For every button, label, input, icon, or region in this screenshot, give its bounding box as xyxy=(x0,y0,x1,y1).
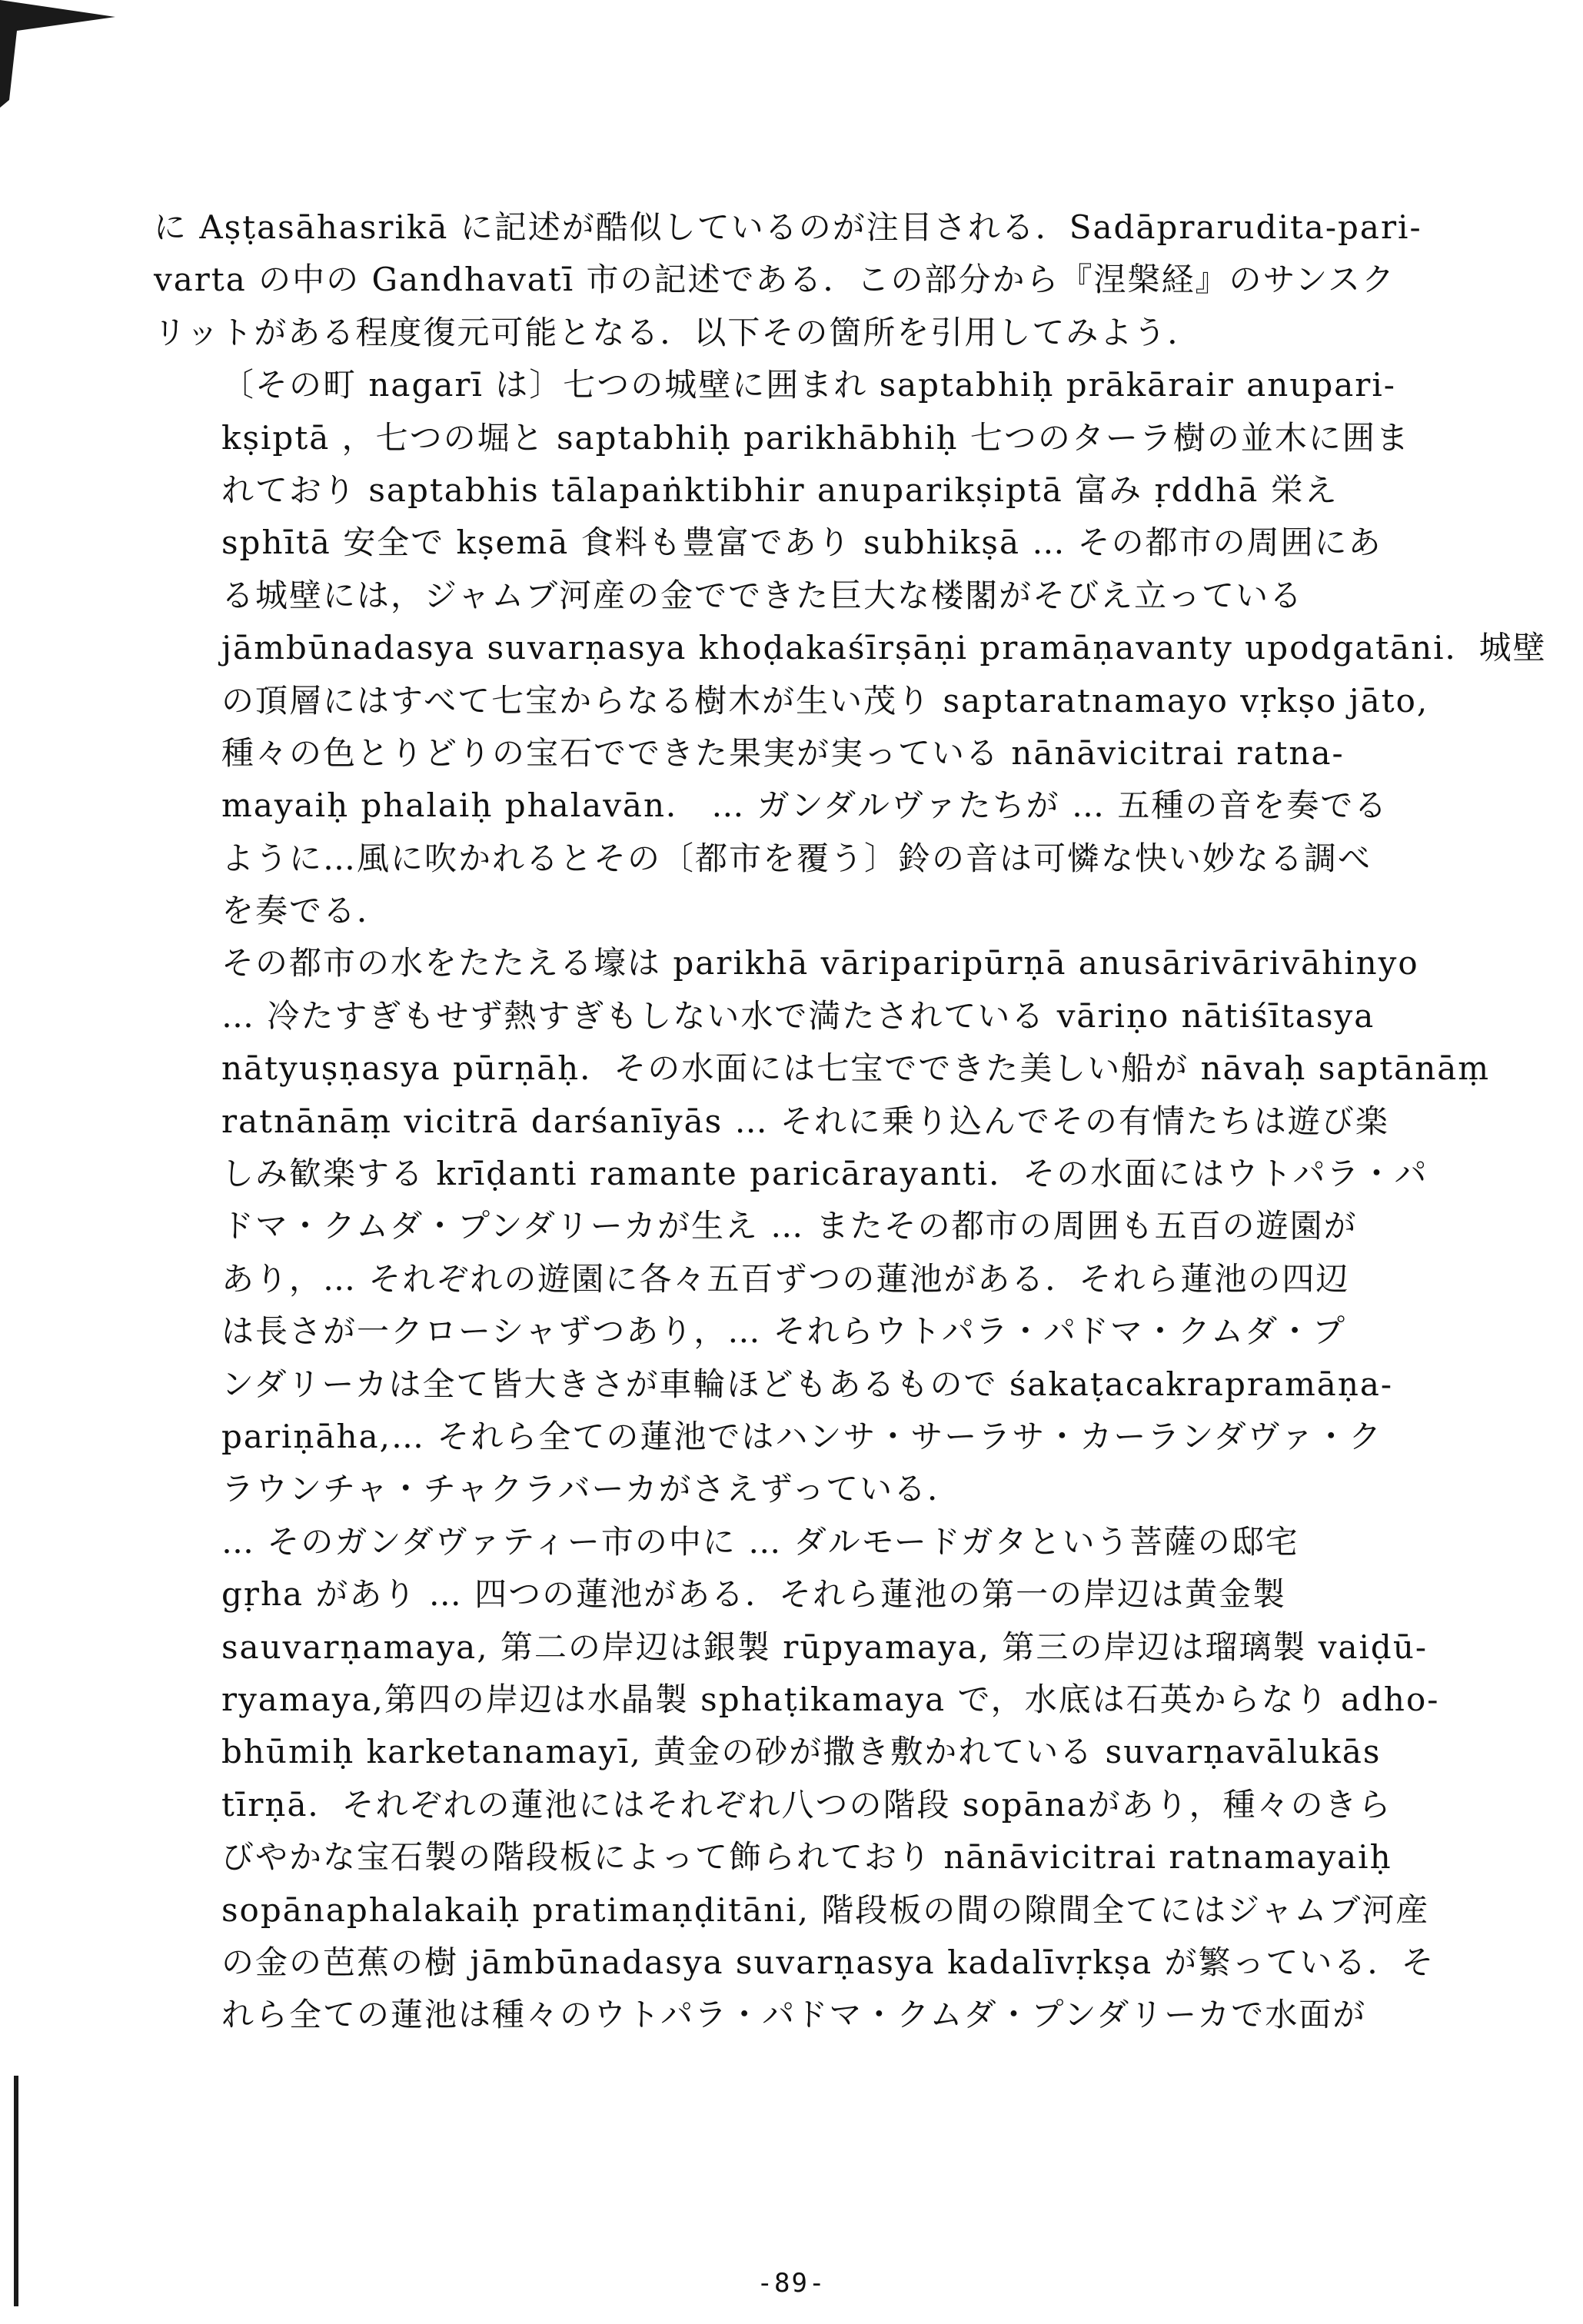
text-line: kṣiptā ，七つの堀と saptabhiḥ parikhābhiḥ 七つのターラ樹の並木に囲ま xyxy=(221,418,1410,457)
text-line: … 冷たすぎもせず熱すぎもしない水で満たされている vāriṇo nātiśītasya xyxy=(221,996,1375,1035)
text-line: る城壁には，ジャムブ河産の金でできた巨大な楼閣がそびえ立っている xyxy=(221,576,1304,614)
text-line: その都市の水をたたえる壕は parikhā vāriparipūrṇā anusārivārivāhinyo xyxy=(221,944,1419,982)
text-line: ドマ・クムダ・プンダリーカが生え … またその都市の周囲も五百の遊園が xyxy=(221,1207,1358,1245)
text-line: mayaiḥ phalaiḥ phalavān． … ガンダルヴァたちが … 五種の音を奏でる xyxy=(221,786,1388,825)
text-line: の金の芭蕉の樹 jāmbūnadasya suvarṇasya kadalīvṛkṣa が繁っている．そ xyxy=(221,1943,1435,1981)
text-line: しみ歓楽する krīḍanti ramante paricārayanti．その水面にはウトパラ・パ xyxy=(221,1155,1428,1193)
page-number: -89- xyxy=(757,2268,826,2299)
text-line: ラウンチャ・チャクラバーカがさえずっている． xyxy=(221,1470,962,1508)
text-line: を奏でる． xyxy=(221,892,391,930)
text-line: sopānaphalakaiḥ pratimaṇḍitāni, 階段板の間の隙間全てにはジャムブ河産 xyxy=(221,1890,1430,1929)
text-line: は長さが一クローシャずつあり，… それらウトパラ・パドマ・クムダ・プ xyxy=(221,1312,1347,1351)
text-line: nātyuṣṇasya pūrṇāḥ．その水面には七宝でできた美しい船が nāvaḥ saptānāṃ xyxy=(221,1049,1491,1088)
text-line: ryamaya,第四の岸辺は水晶製 sphaṭikamaya で，水底は石英からなり adho- xyxy=(221,1680,1440,1718)
text-line: あり，… それぞれの遊園に各々五百ずつの蓮池がある．それら蓮池の四辺 xyxy=(221,1259,1350,1298)
text-line: pariṇāha,… それら全ての蓮池ではハンサ・サーラサ・カーランダヴァ・ク xyxy=(221,1417,1383,1455)
text-line: に Aṣṭasāhasrikā に記述が酷似しているのが注目される．Sadāprarudita-pari- xyxy=(154,208,1422,246)
text-line: sauvarṇamaya, 第二の岸辺は銀製 rūpyamaya, 第三の岸辺は瑠璃製 vaiḍū- xyxy=(221,1627,1428,1666)
text-line: ように…風に吹かれるとその〔都市を覆う〕鈴の音は可憐な快い妙なる調べ xyxy=(221,839,1372,877)
body-text xyxy=(154,201,1547,2042)
text-line: gṛha があり … 四つの蓮池がある．それら蓮池の第一の岸辺は黄金製 xyxy=(221,1575,1287,1614)
text-line: bhūmiḥ karketanamayī, 黄金の砂が撒き敷かれている suvarṇavālukās xyxy=(221,1733,1382,1771)
text-line: リットがある程度復元可能となる．以下その箇所を引用してみよう． xyxy=(154,313,1202,351)
text-line: 種々の色とりどりの宝石でできた果実が実っている nānāvicitrai ratna- xyxy=(221,733,1345,772)
text-line: れら全ての蓮池は種々のウトパラ・パドマ・クムダ・プンダリーカで水面が xyxy=(221,1996,1367,2034)
scan-corner-mark xyxy=(0,0,115,115)
text-line: ratnānāṃ vicitrā darśanīyās … それに乗り込んでその有情たちは遊び楽 xyxy=(221,1102,1389,1140)
text-line: れており saptabhis tālapaṅktibhir anuparikṣiptā 富み ṛddhā 栄え xyxy=(221,470,1339,509)
text-line: jāmbūnadasya suvarṇasya khoḍakaśīrṣāṇi pramāṇavanty upodgatāni．城壁 xyxy=(221,629,1547,667)
text-line: びやかな宝石製の階段板によって飾られており nānāvicitrai ratnamayaiḥ xyxy=(221,1838,1392,1877)
text-line: の頂層にはすべて七宝からなる樹木が生い茂り saptaratnamayo vṛkṣo jāto, xyxy=(221,681,1429,720)
text-line: 〔その町 nagarī は〕七つの城壁に囲まれ saptabhiḥ prākārair anupari- xyxy=(221,366,1396,404)
text-line: … そのガンダヴァティー市の中に … ダルモードガタという菩薩の邸宅 xyxy=(221,1522,1299,1561)
text-line: ンダリーカは全て皆大きさが車輪ほどもあるもので śakaṭacakrapramāṇa- xyxy=(221,1365,1394,1403)
text-line: sphītā 安全で kṣemā 食料も豊富であり subhikṣā … その都市の周囲にあ xyxy=(221,524,1382,562)
text-line: varta の中の Gandhavatī 市の記述である．この部分から『涅槃経』のサンスク xyxy=(154,261,1396,299)
text-line: tīrṇā．それぞれの蓮池にはそれぞれ八つの階段 sopānaがあり，種々のきら xyxy=(221,1785,1392,1824)
